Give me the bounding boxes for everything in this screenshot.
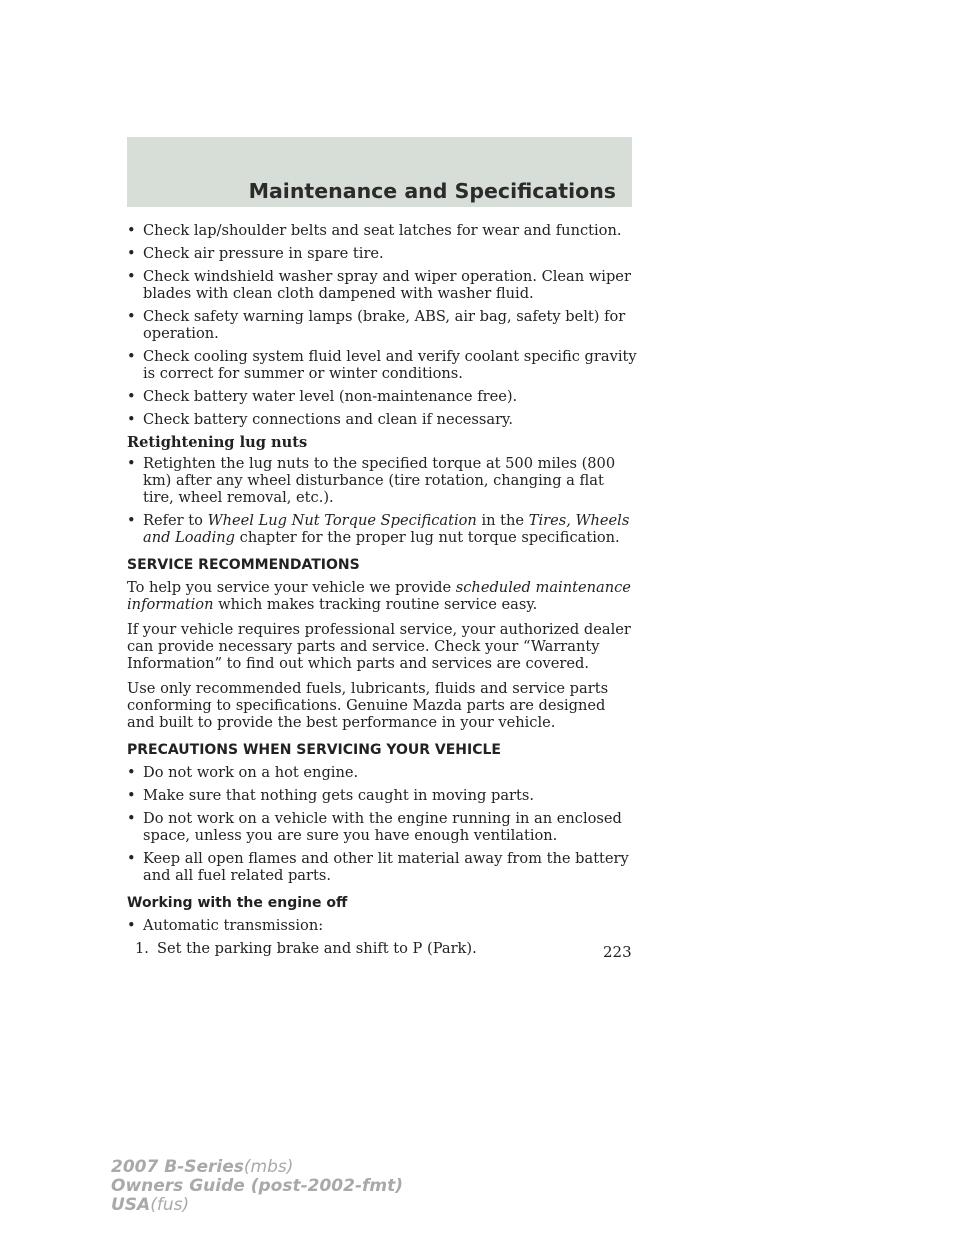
list-item: • Check safety warning lamps (brake, ABS, air bag, safety belt) for operation. bbox=[127, 308, 626, 342]
footer-line: Owners Guide (post-2002-fmt) bbox=[111, 1176, 404, 1196]
bullet-icon: • bbox=[127, 388, 136, 405]
list-item: • Keep all open flames and other lit material away from the battery and all fuel related parts. bbox=[127, 850, 629, 884]
bullet-icon: • bbox=[127, 268, 136, 285]
section-title: Maintenance and Specifications bbox=[248, 179, 616, 203]
list-item: • Do not work on a hot engine. bbox=[127, 764, 359, 781]
list-item: • Automatic transmission: bbox=[127, 917, 324, 934]
retighten-heading: Retightening lug nuts bbox=[127, 434, 308, 451]
cross-reference: Wheel Lug Nut Torque Specification bbox=[207, 512, 477, 529]
numbered-step: 1. Set the parking brake and shift to P (Park). bbox=[135, 940, 477, 957]
step-number: 1. bbox=[135, 940, 149, 957]
page-content bbox=[127, 222, 637, 963]
list-item: • Check cooling system fluid level and verify coolant specific gravity is correct for summer or winter conditions. bbox=[127, 348, 637, 382]
bullet-icon: • bbox=[127, 917, 136, 934]
list-item: • Refer to Wheel Lug Nut Torque Specification in the Tires, Wheels and Loading chapter for the proper lug nut torque specification. bbox=[127, 512, 630, 546]
list-item: • Check battery water level (non-maintenance free). bbox=[127, 388, 518, 405]
paragraph: Use only recommended fuels, lubricants, fluids and service parts conforming to specifications. Genuine Mazda parts are designed and built to provide the best performance in your vehicle. bbox=[127, 680, 609, 731]
bullet-icon: • bbox=[127, 764, 136, 781]
bullet-icon: • bbox=[127, 245, 136, 262]
list-item: • Check windshield washer spray and wiper operation. Clean wiper blades with clean cloth dampened with washer fluid. bbox=[127, 268, 631, 302]
bullet-icon: • bbox=[127, 850, 136, 867]
service-heading: SERVICE RECOMMENDATIONS bbox=[127, 557, 360, 573]
checklist bbox=[127, 222, 637, 428]
bullet-icon: • bbox=[127, 810, 136, 827]
bullet-icon: • bbox=[127, 787, 136, 804]
list-item: • Check lap/shoulder belts and seat latches for wear and function. bbox=[127, 222, 622, 239]
list-item: • Check battery connections and clean if necessary. bbox=[127, 411, 513, 428]
footer-line: USA(fus) bbox=[111, 1195, 190, 1215]
header-band bbox=[127, 137, 632, 207]
paragraph: If your vehicle requires professional service, your authorized dealer can provide necessary parts and service. Check your “Warranty Information” to find out which parts and services are covered. bbox=[127, 621, 631, 672]
bullet-icon: • bbox=[127, 411, 136, 428]
paragraph: To help you service your vehicle we provide scheduled maintenance information which makes tracking routine service easy. bbox=[127, 579, 631, 613]
list-item: • Do not work on a vehicle with the engine running in an enclosed space, unless you are sure you have enough ventilation. bbox=[127, 810, 622, 844]
bullet-icon: • bbox=[127, 222, 136, 239]
page-number: 223 bbox=[603, 943, 632, 961]
document-footer bbox=[111, 1158, 403, 1215]
footer-line: 2007 B-Series(mbs) bbox=[111, 1157, 294, 1177]
list-item: • Retighten the lug nuts to the specified torque at 500 miles (800 km) after any wheel disturbance (tire rotation, changing a flat tire, wheel removal, etc.). bbox=[127, 455, 616, 506]
engine-off-heading: Working with the engine off bbox=[127, 895, 348, 911]
list-item: • Check air pressure in spare tire. bbox=[127, 245, 384, 262]
bullet-icon: • bbox=[127, 348, 136, 365]
bullet-icon: • bbox=[127, 512, 136, 529]
bullet-icon: • bbox=[127, 455, 136, 472]
cross-reference: Tires, Wheels and Loading bbox=[143, 512, 630, 546]
bullet-icon: • bbox=[127, 308, 136, 325]
precautions-heading: PRECAUTIONS WHEN SERVICING YOUR VEHICLE bbox=[127, 742, 501, 758]
list-item: • Make sure that nothing gets caught in moving parts. bbox=[127, 787, 534, 804]
